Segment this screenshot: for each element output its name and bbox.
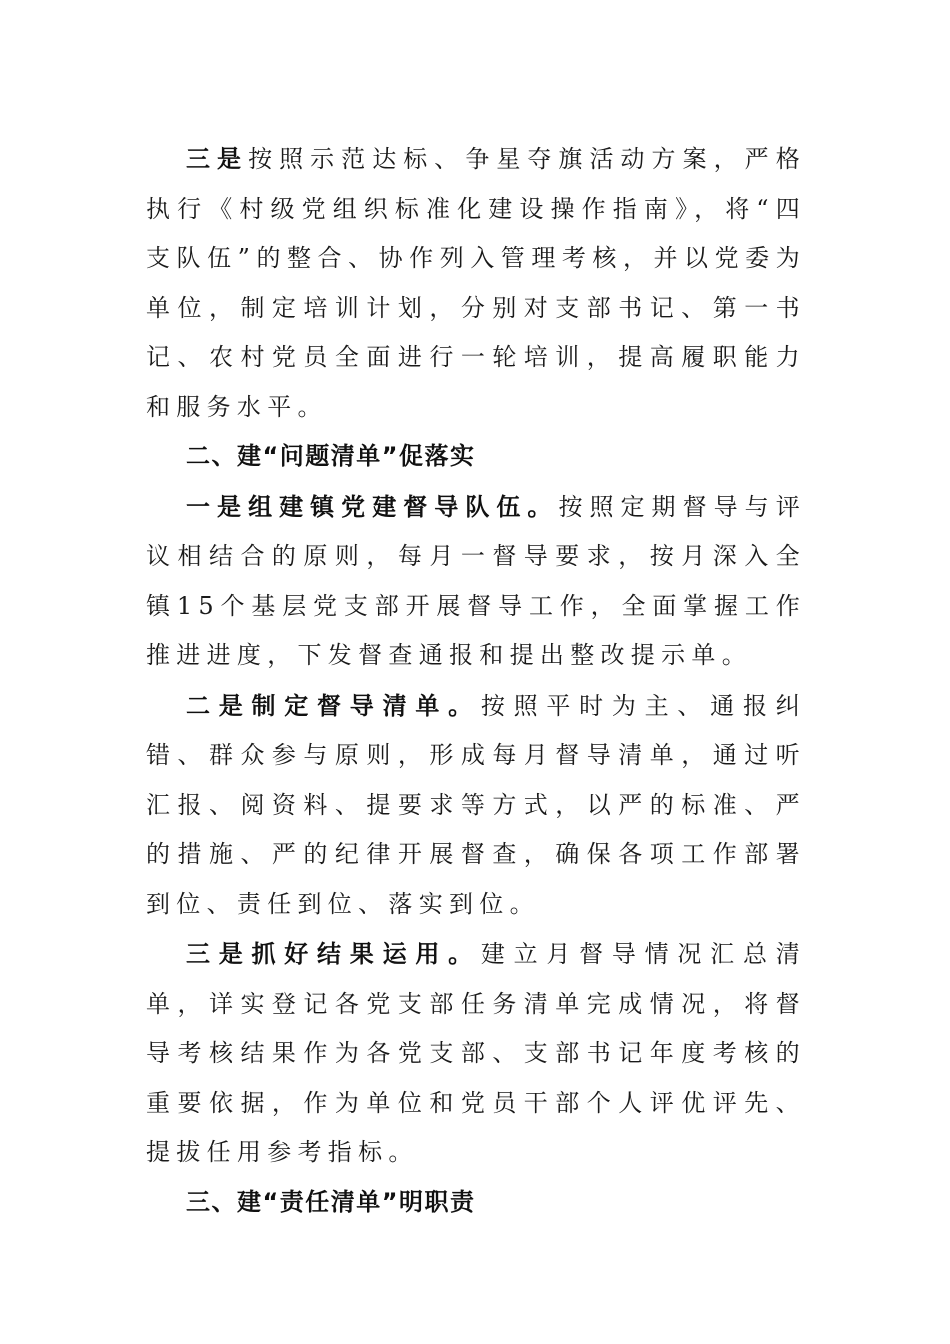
paragraph-lead: 三是 [186, 144, 249, 173]
paragraph-supervision-list [146, 681, 806, 930]
paragraph-lead: 一是组建镇党建督导队伍。 [186, 491, 559, 521]
document-page [146, 134, 806, 1227]
paragraph-body: 按照定期督导与评议相结合的原则，每月一督导要求，按月深入全镇15个基层党支部开展督导工作，全面掌握工作推进进度，下发督查通报和提出整改提示单。 [146, 492, 806, 669]
paragraph-lead: 二是制定督导清单。 [186, 690, 481, 720]
paragraph-result-use [146, 929, 806, 1178]
section-heading-problem-list: 二、建“问题清单”促落实 [186, 442, 476, 470]
paragraph-body: 按照示范达标、争星夺旗活动方案，严格执行《村级党组织标准化建设操作指南》，将“四支队伍”的整合、协作列入管理考核，并以党委为单位，制定培训计划，分别对支部书记、第一书记、农村党员全面进行一轮培训，提高履职能力和服务水平。 [146, 145, 806, 421]
paragraph-body: 建立月督导情况汇总清单，详实登记各党支部任务清单完成情况，将督导考核结果作为各党支部、支部书记年度考核的重要依据，作为单位和党员干部个人评优评先、提拔任用参考指标。 [146, 940, 807, 1166]
paragraph-body: 按照平时为主、通报纠错、群众参与原则，形成每月督导清单，通过听汇报、阅资料、提要求等方式，以严的标准、严的措施、严的纪律开展督查，确保各项工作部署到位、责任到位、落实到位。 [146, 691, 807, 918]
paragraph-supervision-team [146, 482, 806, 681]
paragraph-training [146, 134, 806, 432]
section-heading-responsibility-list: 三、建“责任清单”明职责 [186, 1187, 476, 1216]
paragraph-lead: 三是抓好结果运用。 [186, 939, 481, 968]
